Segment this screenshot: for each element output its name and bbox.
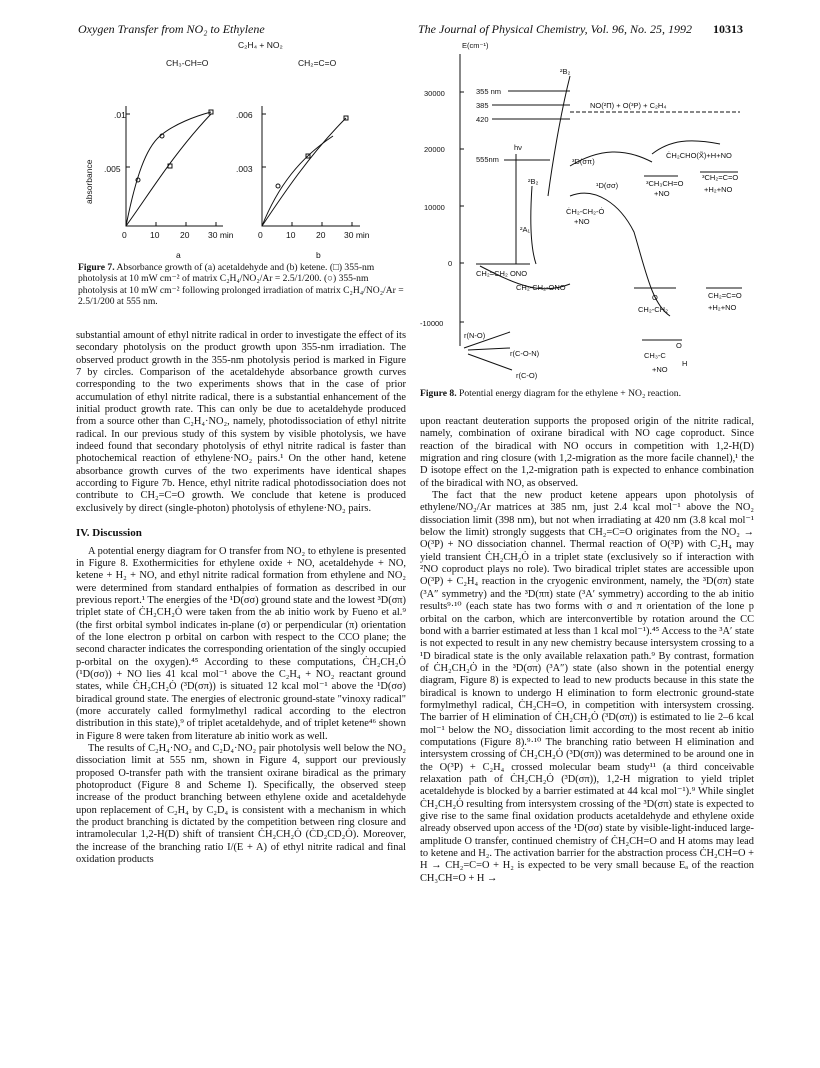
fig7-a-x10: 10 — [150, 230, 160, 240]
fig8-caption-label: Figure 8. — [420, 388, 457, 399]
fig8-wl-355: 355 nm — [476, 87, 502, 96]
fig8-r-no: r(N-O) — [464, 331, 486, 340]
fig8-r-co: r(C-O) — [516, 371, 538, 380]
figure-7 — [78, 36, 408, 262]
fig8-ytick-10000: 10000 — [424, 203, 445, 212]
fig7-a-curve-squares — [126, 114, 211, 226]
left-column — [76, 330, 406, 866]
fig8-2B2-curve — [548, 76, 570, 196]
left-paragraph-3: The results of C₂H₄·NO₂ and C₂D₄·NO₂ pair photolysis well below the NO₂ dissociation limit at 555 nm, shown in Figure 4, support our previously proposed O-transfer path with the transient oxirane biradical as the primary photoproduct (Figure 8 and Scheme I). Specifically, the observed steep increase of the product branching between ethylene oxide and acetaldehyde upon replacement of C₂H₄ by C₂D₄ is consistent with a mechanism in which the product branching is dictated by the competition between ring closure and intramolecular 1,2-H(D) shift of transient ĊH₂CH₂Ȯ (ĊD₂CD₂Ȯ). Moreover, the increase of the branching ratio I/(E + A) of ethyl nitrite radical and final oxidation products — [76, 743, 406, 866]
figure-8 — [420, 36, 760, 386]
fig8-ytick-0: 0 — [448, 259, 453, 268]
fig8-3D-sp: ³D(σπ) — [572, 157, 595, 166]
fig8-axis-label: E(cm⁻¹) — [462, 41, 489, 50]
fig7-caption-label: Figure 7. — [78, 262, 115, 273]
fig8-acetaldehyde-o: O — [676, 341, 682, 350]
fig8-state-2B2: ²B₂ — [528, 177, 539, 186]
figure-7-caption — [78, 262, 408, 308]
fig7-panel-b: b — [316, 250, 321, 260]
fig7-a-x0: 0 — [122, 230, 127, 240]
fig7-b-tick-006: .006 — [236, 110, 253, 120]
fig7-b-curve-circles — [262, 136, 333, 226]
fig7-caption-text: Absorbance growth of (a) acetaldehyde and (b) ketene. (□) 355-nm photolysis at 10 mW cm⁻² of matrix C₂H₄/NO₂/Ar = 2.5/1/200. (○) 355-nm photolysis at 10 mW cm⁻² following prolonged irradiation of matrix C₂H₄/NO₂/Ar = 2.5/1/200 at 555 nm. — [78, 262, 404, 308]
running-header-left: Oxygen Transfer from NO₂ to Ethylene — [78, 22, 265, 36]
fig7-point — [276, 184, 280, 188]
fig8-wl-385: 385 — [476, 101, 489, 110]
fig8-acetaldehyde: CH₃-C — [644, 351, 666, 360]
fig7-b-tick-003: .003 — [236, 164, 253, 174]
fig8-ytick-20000: 20000 — [424, 145, 445, 154]
fig8-3-acetaldehyde-no: +NO — [654, 189, 670, 198]
fig8-formylmethyl: ĊH₂CHO(X̃)+H+NO — [666, 151, 732, 160]
fig7-label-acetaldehyde: CH₃-CH=O — [166, 58, 209, 68]
fig8-oxirane-biradical: ĊH₂-CH₂-Ȯ — [566, 207, 605, 216]
fig7-ylabel: absorbance — [84, 159, 94, 204]
fig8-state-2B2-top: ²B₂ — [560, 67, 571, 76]
left-paragraph-1: substantial amount of ethyl nitrite radical in order to investigate the effect of its secondary photolysis on the product growth upon 355-nm irradiation. The observed product growth in the 355-nm photolysis period is marked in Figure 7 by circles. Comparison of the acetaldehyde absorbance growth curves corresponding to the two experiments shows that in the case of prior accumulation of ethyl nitrite radical, there is a substantial enhancement of the initial product growth rate. This can only be due to acetaldehyde produced from a source other than C₂H₄·NO₂, namely, photodissociation of ethyl nitrite radical. In our previous study of this system by visible photolysis, we have indeed found that secondary photolysis of ethyl nitrite radical is faster than photochemical reaction of ethylene·NO₂ pairs.¹ On the other hand, ketene absorbance growth curves of the two experiments have identical shapes according to Figure 7b. Hence, ethyl nitrite radical photodissociation does not contribute to CH₂=C=O growth. We conclude that ketene is produced exclusively by direct (single-photon) photolysis of ethylene·NO₂ pairs. — [76, 330, 406, 514]
fig7-a-tick-01: .01 — [114, 110, 126, 120]
fig7-a-x20: 20 — [180, 230, 190, 240]
page-number: 10313 — [713, 22, 743, 36]
fig8-reactants: CH₂=CH₂ ONO — [476, 269, 528, 278]
fig7-panel-a: a — [176, 250, 181, 260]
fig8-epoxide-o: O — [652, 293, 658, 302]
fig7-b-x20: 20 — [316, 230, 326, 240]
fig8-hv: hν — [514, 143, 522, 152]
fig8-wl-555: 555nm — [476, 155, 499, 164]
fig8-epoxide: CH₂-CH₂ — [638, 305, 668, 314]
fig7-label-ketene: CH₂=C=O — [298, 58, 337, 68]
fig8-ketene-h2: +H₂+NO — [708, 303, 737, 312]
left-paragraph-2: A potential energy diagram for O transfer from NO₂ to ethylene is presented in Figure 8. Exothermicities for ethylene oxide + NO, acetaldehyde + NO, ketene + H₂ + NO, and ethyl nitrite radical formation from ethylene and NO₂ were determined from standard enthalpies of formation as described in our previous report.¹ The energies of the ¹D(σσ) ground state and the lowest ³D(σπ) triplet state of ĊH₂CH₂Ȯ were taken from the ab initio work by Fueno et al.⁹ (the first orbital symbol indicates in-plane (σ) or perpendicular (π) orientation of the lone electron p orbital on carbon with respect to the CCO plane; the second character indicates the corresponding orientation of the singly occupied p-orbital on the oxygen).⁴⁵ According to these computations, ĊH₂CH₂Ȯ (¹D(σσ)) + NO lies 41 kcal mol⁻¹ above the C₂H₄ + NO₂ reactant ground states, while ĊH₂CH₂Ȯ (³D(σπ)) is situated 12 kcal mol⁻¹ above the ¹D(σσ) biradical ground state. The energies of electronic ground-state "vinoxy radical" (more accurately called formylmethyl radical according to the electron distribution in this state),⁹ of triplet acetaldehyde, and of triplet ketene⁴⁶ shown in Figure 8 were taken from literature ab initio work as well. — [76, 545, 406, 742]
fig7-top-label: C₂H₄ + NO₂ — [238, 40, 283, 50]
fig8-acetaldehyde-h: H — [682, 359, 688, 368]
fig8-ketene: CH₂=C=O — [708, 291, 742, 300]
fig7-a-tick-005: .005 — [104, 164, 121, 174]
fig7-a-axes — [126, 106, 223, 226]
fig8-acetaldehyde-no: +NO — [652, 365, 668, 374]
section-heading-discussion: IV. Discussion — [76, 527, 142, 540]
right-column — [420, 416, 754, 885]
fig7-b-x30: 30 min — [344, 230, 370, 240]
running-header-journal: The Journal of Physical Chemistry, Vol. 96, No. 25, 1992 — [418, 22, 692, 36]
fig8-nitrite-radical: ĊH₂-CH₂-ONO — [516, 283, 566, 292]
fig7-b-x10: 10 — [286, 230, 296, 240]
fig7-a-curve-circles — [126, 112, 211, 226]
fig7-a-x30: 30 min — [208, 230, 234, 240]
fig8-3-ketene: ³CH₂=C=O — [702, 173, 739, 182]
fig8-1D-ss: ¹D(σσ) — [596, 181, 619, 190]
fig8-ytick-30000: 30000 — [424, 89, 445, 98]
fig7-b-curve-squares — [262, 118, 346, 226]
fig8-oxirane-no: +NO — [574, 217, 590, 226]
fig8-state-2A1: ²A₁ — [520, 225, 531, 234]
fig8-caption-text: Potential energy diagram for the ethylene + NO₂ reaction. — [459, 388, 681, 399]
fig8-3-acetaldehyde: ³CH₃CH=O — [646, 179, 684, 188]
fig8-3-ketene-h2: +H₂+NO — [704, 185, 733, 194]
fig8-ytick-neg10000: -10000 — [420, 319, 444, 328]
figure-8-caption — [420, 388, 760, 399]
right-paragraph-2: The fact that the new product ketene appears upon photolysis of ethylene/NO₂/Ar matrices at 385 nm, just 2.4 kcal mol⁻¹ above the NO₂ dissociation limit (398 nm), but not when irradiating at 420 nm (3.8 kcal mol⁻¹ below the limit) strongly suggests that CH₂=C=O originates from the NO₂ → O(³P) + NO dissociation channel. Thermal reaction of O(³P) with C₂H₄ may yield transient ĊH₂CH₂Ȯ in a triplet state (exclusively so if interaction with ²NO coproduct plays no role). Two biradical triplet states are accessible upon O(³P) + C₂H₄ reaction in the cryogenic environment, namely, the ³D(σπ) state (³A″ symmetry) and the ³D(ππ) state (³A′ symmetry) according to the ab initio results⁹·¹⁰ (each state has two forms with σ and π orientation of the lone p orbital on the carbon, which are interconvertible by rotation around the CC bond with a barrier estimated at less than 1 kcal mol⁻¹).⁴⁵ Access to the ³A′ state is not expected to result in any new chemistry because intersystem crossing to a ¹D biradical state is the only available relaxation path.⁹ By contrast, formation of ĊH₂CH₂Ȯ in the ³D(σπ) (³A″) state (also shown in the potential energy diagram, Figure 8) is expected to lead to new products because in this state the biradical is known to undergo H elimination to form electronic ground-state formylmethyl radical, ĊH₂CH=O, in competition with intersystem crossing. The barrier of H elimination of ĊH₂CH₂Ȯ (³D(σπ)) is estimated to lie 2–6 kcal mol⁻¹ below the NO₂ dissociation limit according to the most recent ab initio computations (Figure 8).⁹·¹⁰ The branching ratio between H elimination and intersystem crossing of ĊH₂CH₂Ȯ (³D(σπ)) was determined to be around one in the O(³P) + C₂H₄ crossed molecular beam study¹¹ (a third conceivable relaxation path of ĊH₂CH₂Ȯ (³D(σπ)), 1,2-H migration to yield triplet acetaldehyde is blocked by a barrier estimated at 44 kcal mol⁻¹).⁹ While singlet ĊH₂CH₂Ȯ resulting from intersystem crossing of the ³D(σπ) state is expected to give rise to the same final oxidation products acetaldehyde and ethylene oxide already observed upon access of the ¹D(σσ) state by visible-light-induced large-amplitude O transfer, continued chemistry of ĊH₂CH=O and H atoms may lead to ketene and H₂. The activation barrier for the abstraction process ĊH₂CH=O + H → CH₂=C=O + H₂ is expected to be very small because Eₐ of the reaction CH₃CH=O + H → — [420, 490, 754, 884]
fig8-2A1-curve — [531, 186, 536, 264]
fig8-dissoc-label: NO(²Π) + O(³P) + C₂H₄ — [590, 101, 667, 110]
fig7-b-axes — [262, 106, 360, 226]
fig8-wl-420: 420 — [476, 115, 489, 124]
fig7-b-x0: 0 — [258, 230, 263, 240]
fig8-r-con: r(C-O-N) — [510, 349, 540, 358]
right-paragraph-1: upon reactant deuteration supports the proposed origin of the nitrite radical, namely, combination of oxirane biradical with NO cage coproduct. Since reaction of the biradical with NO occurs in competition with 1,2-H(D) migration and ring closure (with 1,2-migration as the more facile channel),¹ the D isotope effect on the 1,2-migration path is expected to enhance combination of the biradical with NO, as observed. — [420, 416, 754, 489]
